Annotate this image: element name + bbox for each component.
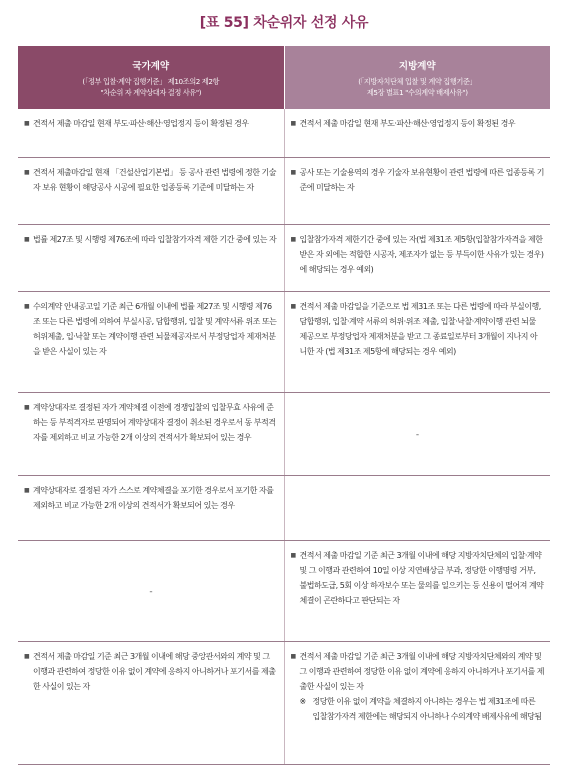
bullet-icon: ■ <box>24 487 30 494</box>
cell-text: 계약상대자로 결정된 자가 계약체결 이전에 경쟁입찰의 입찰무효 사유에 준하는 등 부적격자로 판명되어 계약상대자 결정이 취소된 경우로서 동 부적격자를 제외하고 비교 가능한 2개 이상의 견적서가 확보되어 있는 경우 <box>33 403 276 442</box>
local-cell <box>285 541 551 641</box>
table-row <box>18 109 550 158</box>
cell-text: 견적서 제출 마감일 현재 부도·파산·해산·영업정지 등이 확정된 경우 <box>299 119 516 128</box>
table-row <box>18 642 550 765</box>
local-cell <box>285 225 551 291</box>
cell-text: 계약상대자로 결정된 자가 스스로 계약체결을 포기한 경우로서 포기한 자를 제외하고 비교 가능한 2개 이상의 견적서가 확보되어 있는 경우 <box>33 486 274 510</box>
comparison-table <box>18 46 550 765</box>
local-cell <box>285 292 551 392</box>
cell-text: 수의계약 안내공고일 기준 최근 6개월 이내에 법률 제27조 및 시행령 제76조 또는 다른 법령에 의하여 부실시공, 담합행위, 입찰 및 계약서류 위조 또는 허위제출, 입·낙찰 또는 계약이행 관련 뇌물제공자로서 부정당업자 제재처분을 받은 사실이 있는 자 <box>33 302 277 356</box>
bullet-icon: ■ <box>24 303 30 310</box>
footnote <box>291 694 545 724</box>
footnote-text: 정당한 이유 없이 계약을 체결하지 아니하는 경우는 법 제31조에 따른 입찰참가자격 제한에는 해당되지 아니하나 수의계약 배제사유에 해당됨 <box>312 697 542 721</box>
table-row <box>18 541 550 642</box>
national-cell-empty: - <box>18 541 285 641</box>
bullet-icon: ■ <box>290 552 296 559</box>
bullet-icon: ■ <box>24 169 30 176</box>
national-cell <box>18 109 285 157</box>
bullet-icon: ■ <box>24 236 30 243</box>
national-cell <box>18 393 285 475</box>
header-title: 지방계약 <box>398 60 436 72</box>
header-title: 국가계약 <box>132 60 170 72</box>
table-header <box>18 46 550 109</box>
cell-text: 견적서 제출 마감일 현재 부도·파산·해산·영업정지 등이 확정된 경우 <box>33 119 249 128</box>
local-cell <box>285 158 551 224</box>
national-cell <box>18 476 285 540</box>
local-cell-blank <box>285 476 551 540</box>
header-national-contract <box>18 46 285 109</box>
local-cell-empty: - <box>415 429 419 440</box>
cell-text: 견적서 제출 마감일을 기준으로 법 제31조 또는 다른 법령에 따라 부실이행, 담합행위, 입찰·계약 서류의 허위·위조 제출, 입찰·낙찰·계약이행 관련 뇌물 제공으로 부정당업자 제재처분을 받고 그 종료일로부터 3개월이 지나지 아니한 자 (법 제31조 제5항에 해당되는 경우 예외) <box>299 302 541 356</box>
table-title: [표 55] 차순위자 선정 사유 <box>199 15 369 31</box>
cell-text: 견적서 제출 마감일 기준 최근 3개월 이내에 해당 지방자치단체와의 계약 및 그 이행과 관련하여 정당한 이유 없이 계약에 응하지 아니하거나 포기서를 제출한 사실이 있는 자 <box>299 652 544 691</box>
local-cell <box>285 109 551 157</box>
bullet-icon: ■ <box>290 236 296 243</box>
bullet-icon: ■ <box>290 303 296 310</box>
header-local-contract <box>285 46 551 109</box>
bullet-icon: ■ <box>290 653 296 660</box>
reference-mark-icon: ※ <box>299 697 306 706</box>
cell-text: 입찰참가자격 제한기간 중에 있는 자(법 제31조 제5항(입찰참가자격을 제한받은 자 외에는 적합한 시공자, 제조자가 없는 등 부득이한 사유가 있는 경우)에 해당되는 경우 예외) <box>299 235 544 274</box>
table-row <box>18 292 550 393</box>
national-cell <box>18 642 285 764</box>
header-subtitle: "차순위 자 계약상대자 결정 사유") <box>100 87 202 97</box>
cell-text: 견적서 제출 마감일 기준 최근 3개월 이내에 해당 중앙관서와의 계약 및 그 이행과 관련하여 정당한 이유 없이 계약에 응하지 아니하거나 포기서를 제출한 사실이 있는 자 <box>33 652 276 691</box>
bullet-icon: ■ <box>290 169 296 176</box>
national-cell <box>18 225 285 291</box>
bullet-icon: ■ <box>24 653 30 660</box>
bullet-icon: ■ <box>24 120 30 127</box>
table-row <box>18 393 550 476</box>
bullet-icon: ■ <box>290 120 296 127</box>
table-row <box>18 225 550 292</box>
table-row <box>18 476 550 541</box>
bullet-icon: ■ <box>24 404 30 411</box>
header-subtitle: (「정부 입찰·계약 집행기준」 제10조의2 제2항 <box>82 76 220 86</box>
cell-text: 법률 제27조 및 시행령 제76조에 따라 입찰참가자격 제한 기간 중에 있는 자 <box>33 235 277 244</box>
header-subtitle: (「지방자치단체 입찰 및 계약 집행기준」 <box>358 76 477 86</box>
header-subtitle: 제5장 별표1 "수의계약 배제사유") <box>366 87 468 97</box>
cell-text: 견적서 제출마감일 현재 「건설산업기본법」 등 공사 관련 법령에 정한 기술자 보유 현황이 해당공사 시공에 필요한 업종등록 기준에 미달하는 자 <box>33 168 276 192</box>
national-cell <box>18 158 285 224</box>
table-row <box>18 158 550 225</box>
local-cell <box>285 642 551 764</box>
national-cell <box>18 292 285 392</box>
cell-text: 공사 또는 기술용역의 경우 기술자 보유현황이 관련 법령에 따른 업종등록 기준에 미달하는 자 <box>299 168 544 192</box>
cell-text: 견적서 제출 마감일 기준 최근 3개월 이내에 해당 지방자치단체의 입찰·계약 및 그 이행과 관련하여 10일 이상 지연배상금 부과, 정당한 이행명령 거부, 불법하도급, 5회 이상 하자보수 또는 물의를 일으키는 등 신용이 떨어져 계약 체결이 곤란하다고 판단되는 자 <box>299 551 544 605</box>
